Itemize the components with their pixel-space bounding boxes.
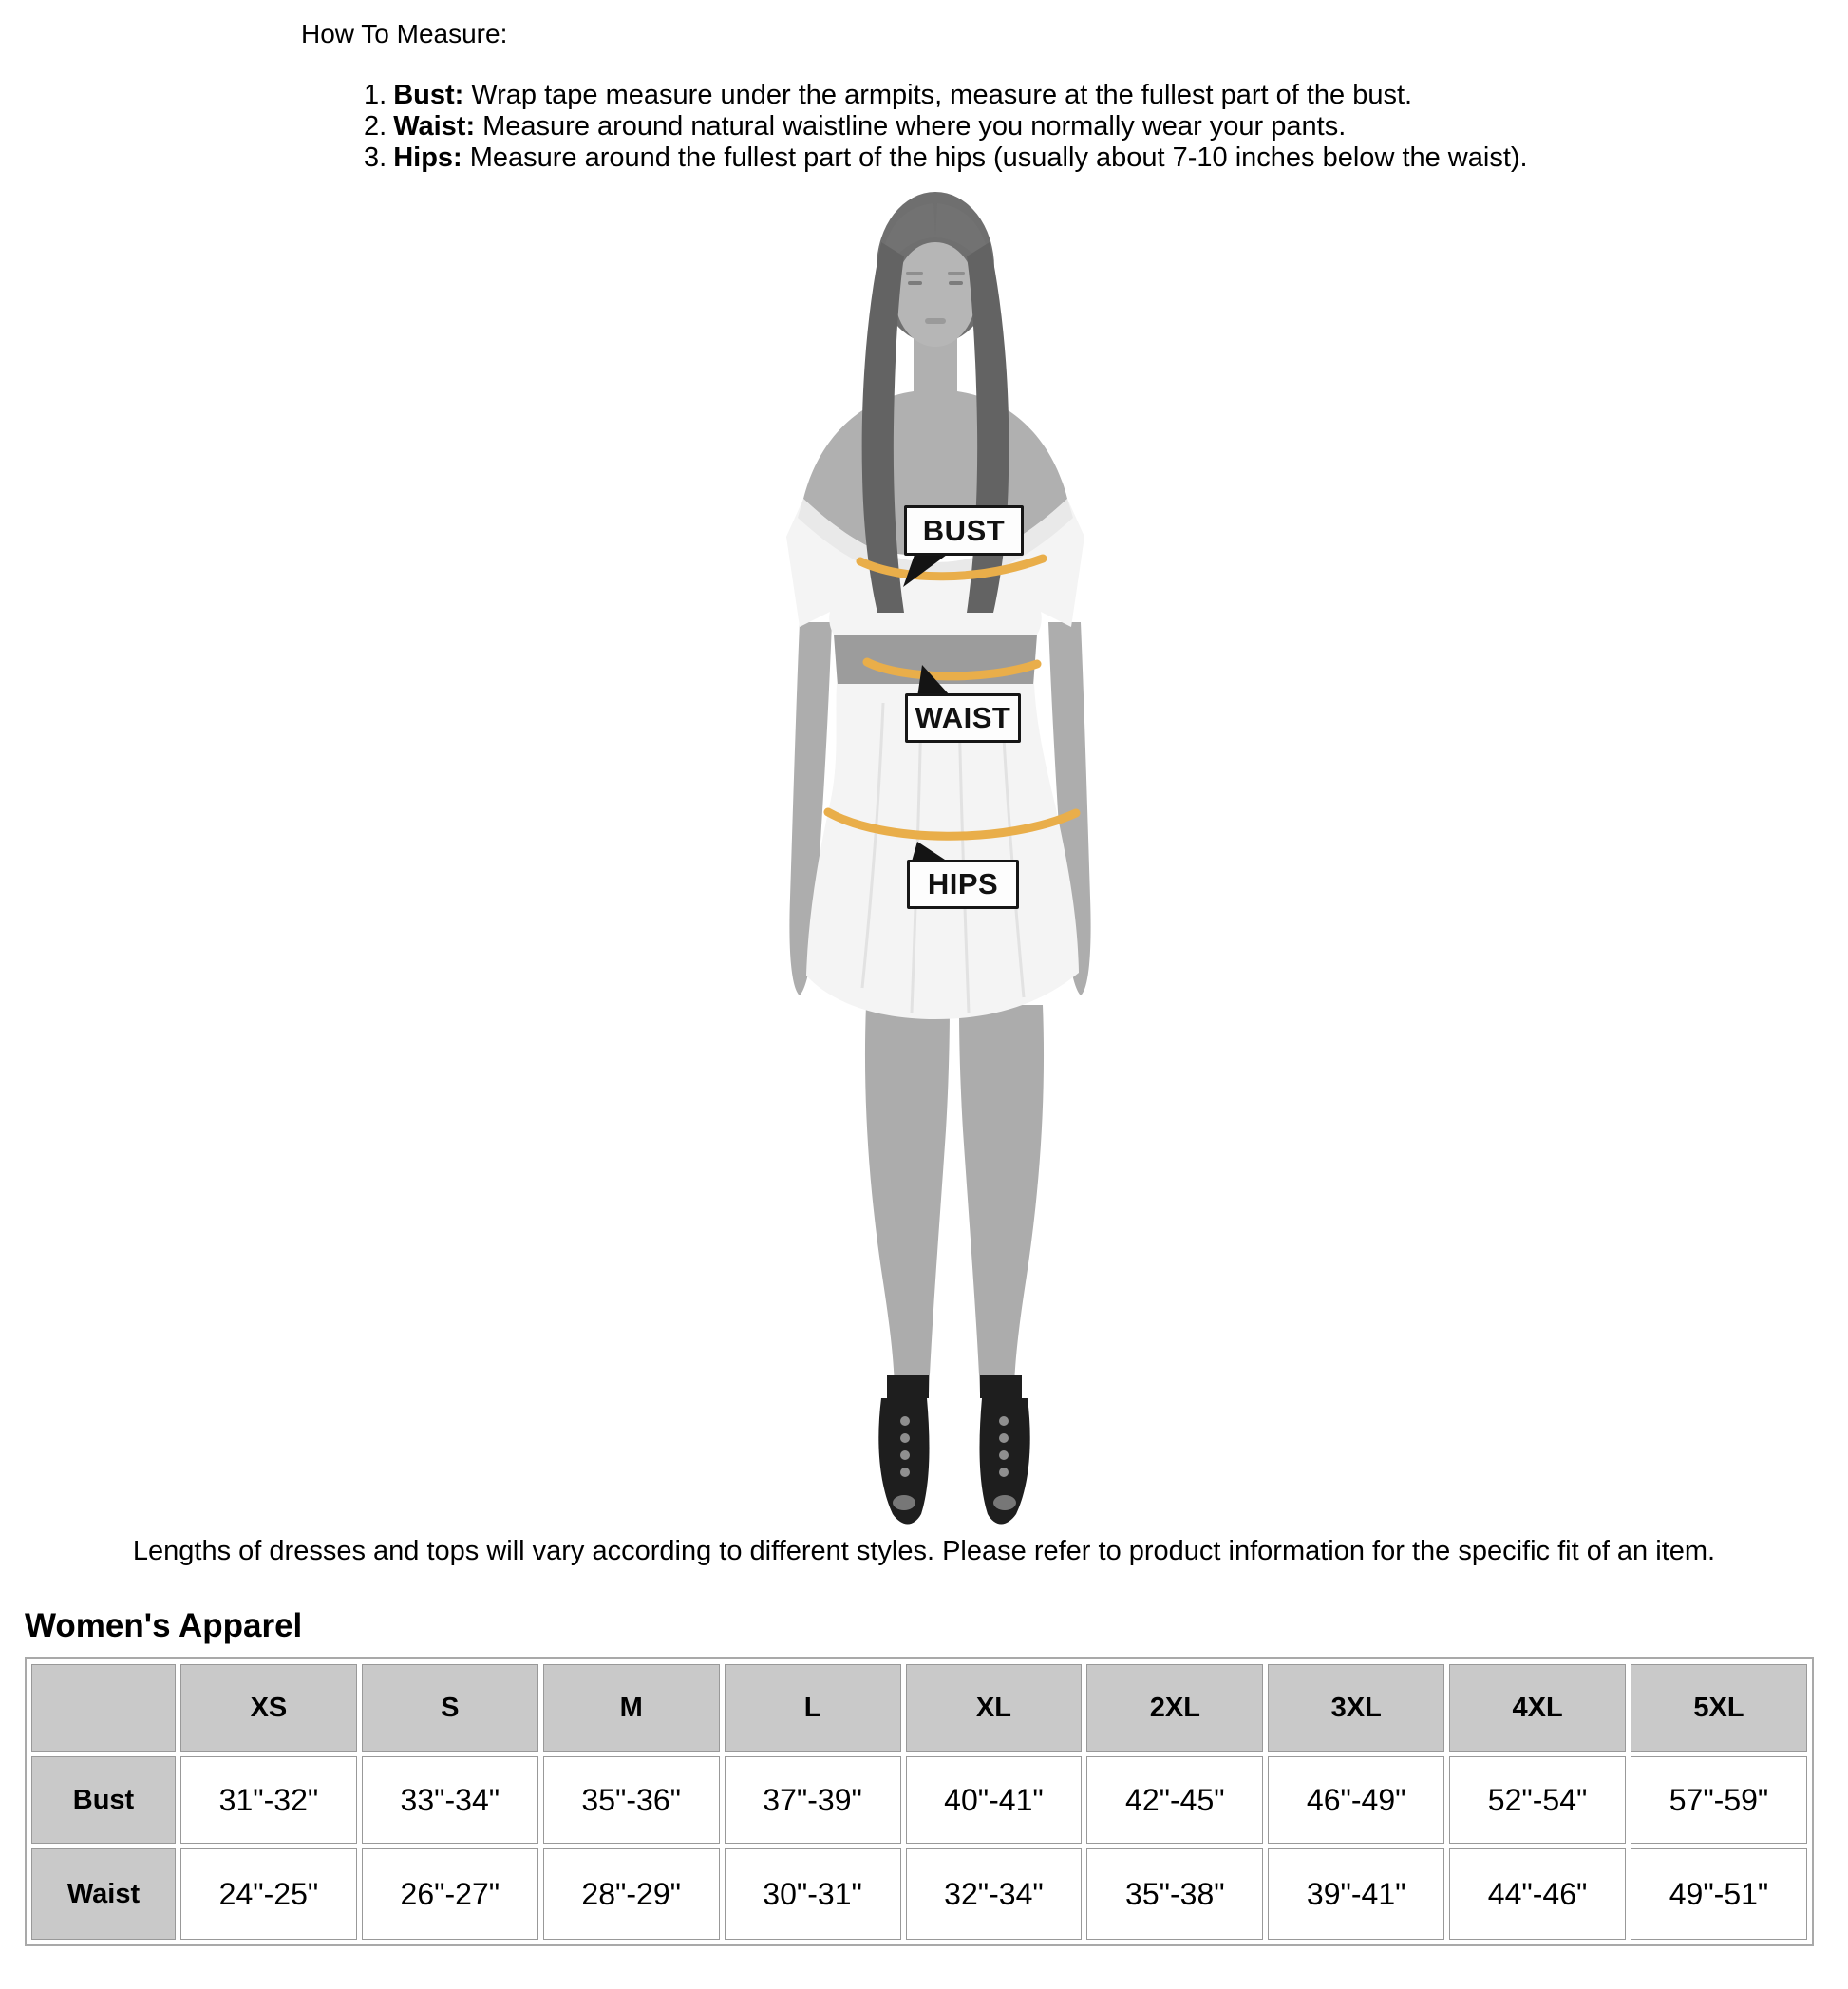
size-column-header: 3XL — [1268, 1664, 1444, 1752]
bust-value: 46"-49" — [1268, 1756, 1444, 1844]
waist-row — [31, 1848, 1807, 1940]
step-term: Bust: — [393, 80, 464, 110]
size-chart-title: Women's Apparel — [25, 1607, 303, 1644]
bust-callout-label: BUST — [904, 505, 1024, 556]
step-description: Measure around natural waistline where you normally wear your pants. — [482, 111, 1347, 142]
waist-value: 44"-46" — [1449, 1848, 1626, 1940]
size-column-header: L — [725, 1664, 901, 1752]
waist-value: 24"-25" — [180, 1848, 357, 1940]
bust-row — [31, 1756, 1807, 1844]
step-number: 1. — [364, 80, 387, 110]
size-column-header: XS — [180, 1664, 357, 1752]
size-column-header: S — [362, 1664, 538, 1752]
hips-callout-label: HIPS — [907, 860, 1019, 909]
size-column-header: 4XL — [1449, 1664, 1626, 1752]
row-label-waist: Waist — [31, 1848, 176, 1940]
corner-cell — [31, 1664, 176, 1752]
size-column-header: M — [543, 1664, 720, 1752]
waist-value: 35"-38" — [1086, 1848, 1263, 1940]
waist-value: 39"-41" — [1268, 1848, 1444, 1940]
bust-value: 40"-41" — [906, 1756, 1083, 1844]
step-description: Measure around the fullest part of the hips (usually about 7-10 inches below the waist). — [469, 142, 1528, 173]
bust-value: 37"-39" — [725, 1756, 901, 1844]
size-column-header: 2XL — [1086, 1664, 1263, 1752]
bust-value: 31"-32" — [180, 1756, 357, 1844]
how-to-measure-title: How To Measure: — [301, 19, 508, 48]
size-column-header: 5XL — [1631, 1664, 1807, 1752]
model-right-leg — [959, 1005, 1044, 1394]
waist-value: 26"-27" — [362, 1848, 538, 1940]
waist-value: 28"-29" — [543, 1848, 720, 1940]
waist-value: 32"-34" — [906, 1848, 1083, 1940]
bust-value: 35"-36" — [543, 1756, 720, 1844]
model-face — [895, 242, 976, 347]
size-column-header: XL — [906, 1664, 1083, 1752]
step-term: Hips: — [393, 142, 462, 173]
bust-value: 33"-34" — [362, 1756, 538, 1844]
waist-value: 30"-31" — [725, 1848, 901, 1940]
bust-value: 42"-45" — [1086, 1756, 1263, 1844]
waist-callout-label: WAIST — [905, 693, 1021, 743]
step-number: 3. — [364, 142, 387, 173]
bust-value: 52"-54" — [1449, 1756, 1626, 1844]
fit-note: Lengths of dresses and tops will vary according to different styles. Please refer to product information for the specific fit of an item. — [132, 1536, 1716, 1566]
row-label-bust: Bust — [31, 1756, 176, 1844]
step-description: Wrap tape measure under the armpits, measure at the fullest part of the bust. — [471, 80, 1413, 110]
step-number: 2. — [364, 111, 387, 142]
model-left-leg — [865, 1005, 950, 1394]
size-chart-header-row — [31, 1664, 1807, 1752]
step-term: Waist: — [393, 111, 476, 142]
size-chart-table — [25, 1658, 1814, 1946]
waist-value: 49"-51" — [1631, 1848, 1807, 1940]
bust-value: 57"-59" — [1631, 1756, 1807, 1844]
